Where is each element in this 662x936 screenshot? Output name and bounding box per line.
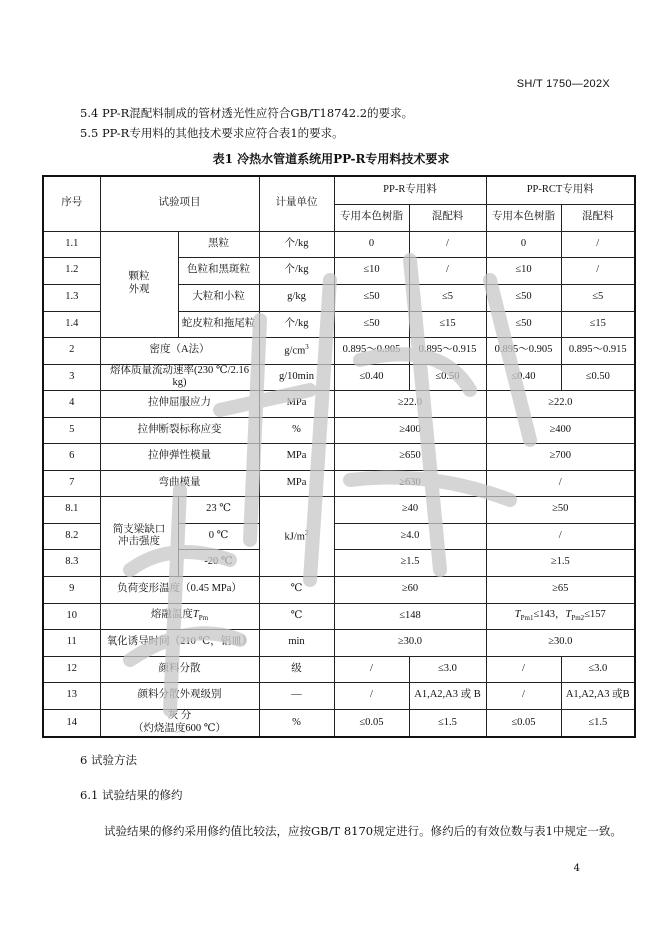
value-cell: ≤10 (486, 257, 561, 284)
table-row (43, 709, 635, 737)
table-row (43, 443, 635, 470)
temperature-label: 23 ℃ (178, 496, 259, 523)
value-cell: ≤5 (561, 284, 635, 311)
subheader-rct-compound: 混配料 (561, 204, 635, 231)
row-number: 9 (43, 576, 100, 603)
value-cell: ≤15 (409, 311, 486, 337)
value-cell: ≥630 (334, 470, 486, 496)
symbol-subscript: Pm (198, 614, 209, 623)
paragraph-5-5: 5.5 PP-R专用料的其他技术要求应符合表1的要求。 (80, 126, 344, 140)
row-number: 8.3 (43, 549, 100, 576)
table-row (43, 337, 635, 364)
header-ppr: PP-R专用料 (334, 176, 486, 204)
unit-text: g/cm (284, 345, 306, 357)
value-cell: ≤50 (486, 311, 561, 337)
item-label: 弯曲模量 (100, 470, 259, 496)
row-number: 1.1 (43, 231, 100, 257)
value-cell: ≥60 (334, 576, 486, 603)
item-label: 拉伸屈服应力 (100, 390, 259, 417)
row-number: 8.1 (43, 496, 100, 523)
item-label: 氧化诱导时间（210 ℃，铝皿） (100, 629, 259, 656)
row-number: 10 (43, 603, 100, 629)
value-cell: ≤50 (334, 284, 409, 311)
table-row (43, 576, 635, 603)
value-cell: ≥40 (334, 496, 486, 523)
unit-cell: MPa (259, 443, 334, 470)
unit-cell: min (259, 629, 334, 656)
value-cell (486, 603, 635, 629)
value-cell: ≤10 (334, 257, 409, 284)
value-cell: 0.895～0.905 (334, 337, 409, 364)
value-cell: ≤0.05 (486, 709, 561, 737)
unit-cell: 个/kg (259, 311, 334, 337)
item-label (100, 603, 259, 629)
paragraph-5-4: 5.4 PP-R混配料制成的管材透光性应符合GB/T18742.2的要求。 (80, 106, 414, 120)
value-cell: ≥4.0 (334, 523, 486, 549)
table-row (43, 496, 635, 523)
row-number: 12 (43, 656, 100, 682)
table-row (43, 417, 635, 443)
section-6-1-body: 试验结果的修约采用修约值比较法，应按GB/T 8170规定进行。修约后的有效位数与表1中规定一致。 (104, 824, 622, 838)
table-row (43, 656, 635, 682)
value-cell: / (334, 656, 409, 682)
value-cell: ≤15 (561, 311, 635, 337)
value-cell: 0.895～0.915 (561, 337, 635, 364)
value-cell: ≤0.40 (334, 364, 409, 390)
spec-table (42, 175, 636, 738)
unit-cell (259, 496, 334, 576)
item-label: 大粒和小粒 (178, 284, 259, 311)
value-cell: ≤3.0 (409, 656, 486, 682)
item-text: 灰 分 (167, 710, 192, 722)
section-6-heading: 6 试验方法 (80, 753, 137, 767)
header-unit: 计量单位 (259, 176, 334, 231)
item-label: 蛇皮粒和拖尾粒 (178, 311, 259, 337)
group-label: 冲击强度 (118, 536, 160, 548)
row-number: 11 (43, 629, 100, 656)
table-row (43, 470, 635, 496)
value-cell: ≥700 (486, 443, 635, 470)
unit-text: kJ/m (284, 531, 305, 543)
unit-cell (259, 337, 334, 364)
unit-cell: g/kg (259, 284, 334, 311)
header-pprct: PP-RCT专用料 (486, 176, 635, 204)
row-number: 8.2 (43, 523, 100, 549)
value-text: ≤143， (533, 609, 566, 621)
value-cell: ≥400 (334, 417, 486, 443)
value-cell: ≤0.40 (486, 364, 561, 390)
table-row (43, 364, 635, 390)
value-cell: ≥65 (486, 576, 635, 603)
unit-cell: 个/kg (259, 257, 334, 284)
symbol-subscript: Pm1 (520, 614, 534, 623)
row-number: 13 (43, 682, 100, 709)
value-cell: ≥30.0 (334, 629, 486, 656)
impact-strength-group (100, 496, 178, 576)
unit-cell: g/10min (259, 364, 334, 390)
subheader-ppr-compound: 混配料 (409, 204, 486, 231)
temperature-label: -20 ℃ (178, 549, 259, 576)
value-cell: ≥400 (486, 417, 635, 443)
item-label: 黑粒 (178, 231, 259, 257)
unit-cell: ℃ (259, 603, 334, 629)
item-label: 拉伸弹性模量 (100, 443, 259, 470)
row-number: 14 (43, 709, 100, 737)
value-cell: 0.895～0.905 (486, 337, 561, 364)
value-cell: ≤1.5 (561, 709, 635, 737)
item-label: 熔体质量流动速率(230 ℃/2.16 kg) (100, 364, 259, 390)
value-cell: / (561, 231, 635, 257)
row-number: 7 (43, 470, 100, 496)
document-code: SH/T 1750—202X (516, 78, 610, 90)
unit-cell: % (259, 709, 334, 737)
header-row (43, 176, 635, 204)
row-number: 1.4 (43, 311, 100, 337)
value-text: ≤157 (584, 609, 606, 621)
pellet-appearance-group (100, 231, 178, 337)
unit-superscript: 3 (305, 342, 309, 351)
group-label: 外观 (128, 284, 150, 295)
value-cell: ≥30.0 (486, 629, 635, 656)
row-number: 4 (43, 390, 100, 417)
table-row (43, 629, 635, 656)
value-cell: ≤50 (334, 311, 409, 337)
subheader-ppr-resin: 专用本色树脂 (334, 204, 409, 231)
unit-cell: MPa (259, 470, 334, 496)
unit-cell: % (259, 417, 334, 443)
value-cell: ≤50 (486, 284, 561, 311)
item-label: 密度（A法） (100, 337, 259, 364)
item-label: 颜料分散外观级别 (100, 682, 259, 709)
value-cell: ≥50 (486, 496, 635, 523)
value-cell: / (486, 470, 635, 496)
row-number: 3 (43, 364, 100, 390)
unit-cell: ℃ (259, 576, 334, 603)
item-text: 熔融温度 (150, 609, 193, 621)
value-cell: / (409, 257, 486, 284)
value-cell: 0.895～0.915 (409, 337, 486, 364)
unit-cell: MPa (259, 390, 334, 417)
table-caption: 表1 冷热水管道系统用PP-R专用料技术要求 (212, 152, 450, 166)
item-label: 颜料分散 (100, 656, 259, 682)
value-cell: ≤0.05 (334, 709, 409, 737)
symbol-T: T (192, 609, 199, 621)
value-cell: ≥650 (334, 443, 486, 470)
table-row (43, 390, 635, 417)
unit-cell: — (259, 682, 334, 709)
value-cell: ≤0.50 (561, 364, 635, 390)
symbol-subscript: Pm2 (571, 614, 585, 623)
section-6-1-heading: 6.1 试验结果的修约 (80, 788, 183, 802)
value-cell: / (561, 257, 635, 284)
value-cell: ≤0.50 (409, 364, 486, 390)
table-row (43, 603, 635, 629)
value-cell: ≥22.0 (334, 390, 486, 417)
row-number: 1.3 (43, 284, 100, 311)
header-seq: 序号 (43, 176, 100, 231)
value-cell: A1,A2,A3 或B (561, 682, 635, 709)
item-label: 色粒和黑斑粒 (178, 257, 259, 284)
value-cell: ≤5 (409, 284, 486, 311)
symbol-T: T (514, 609, 521, 621)
unit-superscript: 2 (304, 528, 309, 537)
item-label (100, 709, 259, 737)
item-text: （灼烧温度600 ℃） (132, 722, 227, 734)
value-cell: 0 (486, 231, 561, 257)
group-label: 颗粒 (128, 271, 150, 283)
table-row (43, 231, 635, 257)
table-row (43, 682, 635, 709)
row-number: 2 (43, 337, 100, 364)
row-number: 6 (43, 443, 100, 470)
value-cell: ≤3.0 (561, 656, 635, 682)
unit-cell: 级 (259, 656, 334, 682)
group-label: 简支梁缺口 (112, 523, 166, 535)
symbol-T: T (565, 609, 572, 621)
temperature-label: 0 ℃ (178, 523, 259, 549)
value-cell: A1,A2,A3 或 B (409, 682, 486, 709)
value-cell: ≤148 (334, 603, 486, 629)
item-label: 拉伸断裂标称应变 (100, 417, 259, 443)
value-cell: ≥22.0 (486, 390, 635, 417)
value-cell: 0 (334, 231, 409, 257)
unit-cell: 个/kg (259, 231, 334, 257)
value-cell: ≥1.5 (334, 549, 486, 576)
value-cell: / (409, 231, 486, 257)
value-cell: / (486, 523, 635, 549)
value-cell: / (486, 656, 561, 682)
value-cell: ≥1.5 (486, 549, 635, 576)
header-item: 试验项目 (100, 176, 259, 231)
page-number: 4 (573, 863, 580, 874)
value-cell: / (486, 682, 561, 709)
value-cell: / (334, 682, 409, 709)
value-cell: ≤1.5 (409, 709, 486, 737)
subheader-rct-resin: 专用本色树脂 (486, 204, 561, 231)
item-label: 负荷变形温度（0.45 MPa） (100, 576, 259, 603)
row-number: 1.2 (43, 257, 100, 284)
row-number: 5 (43, 417, 100, 443)
